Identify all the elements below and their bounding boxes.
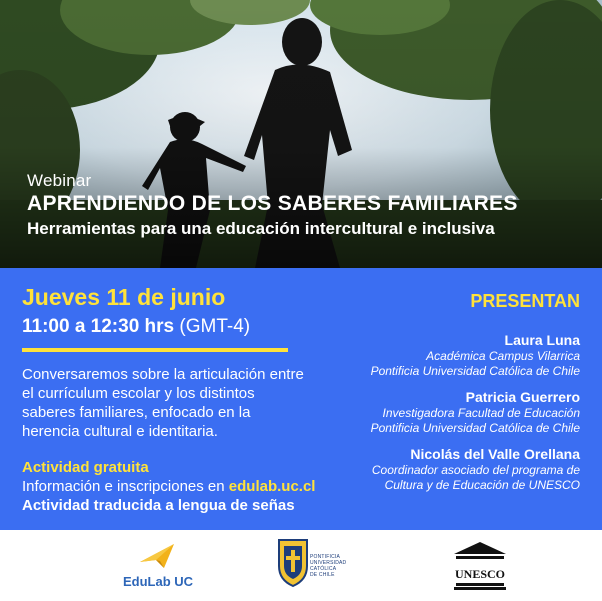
yellow-divider bbox=[22, 348, 288, 352]
svg-text:UNESCO: UNESCO bbox=[454, 567, 506, 581]
presenters-list bbox=[280, 332, 580, 503]
logo-footer bbox=[0, 530, 602, 601]
edulab-logo bbox=[118, 540, 198, 590]
hero-text bbox=[27, 171, 518, 239]
presenter-name: Laura Luna bbox=[504, 332, 580, 348]
event-title: APRENDIENDO DE LOS SABERES FAMILIARES bbox=[27, 192, 518, 215]
unesco-temple-icon bbox=[452, 540, 508, 590]
sign-language-note: Actividad traducida a lengua de señas bbox=[22, 497, 295, 514]
presenter-item bbox=[280, 389, 580, 436]
free-activity-label: Actividad gratuita bbox=[22, 459, 149, 476]
event-subtitle: Herramientas para una educación intercultural e inclusiva bbox=[27, 219, 495, 238]
registration-link[interactable]: edulab.uc.cl bbox=[228, 478, 316, 495]
presenter-affiliation: Cultura y de Educación de UNESCO bbox=[384, 478, 580, 492]
presenter-item bbox=[280, 332, 580, 379]
puc-wordmark: PONTIFICIA UNIVERSIDAD CATÓLICA DE CHILE bbox=[310, 554, 347, 578]
presenters-heading: PRESENTAN bbox=[470, 291, 580, 311]
presenter-name: Nicolás del Valle Orellana bbox=[410, 446, 580, 462]
paper-plane-icon bbox=[118, 540, 198, 574]
presenter-affiliation: Pontificia Universidad Católica de Chile bbox=[370, 421, 580, 435]
presenter-role: Académica Campus Vilarrica bbox=[426, 349, 580, 363]
event-type: Webinar bbox=[27, 171, 92, 190]
event-date: Jueves 11 de junio bbox=[22, 284, 226, 310]
registration-info bbox=[22, 477, 315, 496]
event-time bbox=[22, 315, 250, 339]
unesco-logo bbox=[452, 540, 508, 590]
university-crest-icon bbox=[276, 536, 310, 588]
registration-prefix: Información e inscripciones en bbox=[22, 478, 225, 495]
hero-photo bbox=[0, 0, 602, 268]
event-time-range: 11:00 a 12:30 hrs bbox=[22, 316, 175, 337]
presenter-affiliation: Pontificia Universidad Católica de Chile bbox=[370, 364, 580, 378]
puc-logo bbox=[276, 536, 356, 594]
event-description: Conversaremos sobre la articulación entre el currículum escolar y los distintos saberes familiares, enfocado en la herencia cultural e identitaria. bbox=[22, 366, 304, 440]
info-band bbox=[0, 268, 602, 530]
presenter-item bbox=[280, 446, 580, 493]
presenter-role: Investigadora Facultad de Educación bbox=[382, 406, 580, 420]
event-timezone: (GMT-4) bbox=[179, 316, 251, 337]
presenter-name: Patricia Guerrero bbox=[465, 389, 580, 405]
presenter-role: Coordinador asociado del programa de bbox=[371, 463, 580, 477]
edulab-wordmark: EduLab UC bbox=[122, 574, 194, 589]
